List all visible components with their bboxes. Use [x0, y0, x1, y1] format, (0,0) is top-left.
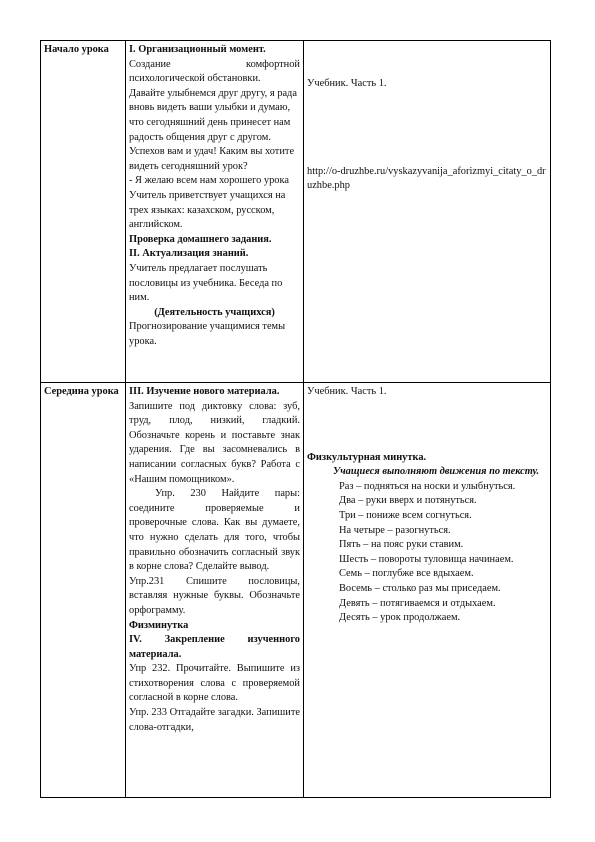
- lesson-plan-table: [40, 40, 551, 798]
- content-paragraph: Давайте улыбнемся друг другу, я рада вновь видеть ваши улыбки и думаю, что сегодняшний день принесет нам радость общения друг с другом. Успехов вам и удач! Каким вы хотите видеть сегодняшний урок?: [129, 87, 297, 172]
- stage-label: Середина урока: [44, 386, 119, 397]
- exercise-line: Два – руки вверх и потянуться.: [339, 495, 477, 507]
- content-paragraph: Упр. 233 Отгадайте загадки. Запишите слова-отгадки,: [129, 707, 300, 733]
- resource-book: Учебник. Часть 1.: [307, 386, 387, 397]
- exercise-list: [307, 480, 547, 626]
- break-intro: Учащиеся выполняют движения по тексту.: [333, 466, 540, 478]
- table-row: [41, 41, 551, 383]
- content-paragraph: Проверка домашнего задания.: [129, 233, 272, 245]
- exercise-line: Девять – потягиваемся и отдыхаем.: [339, 597, 496, 609]
- content-paragraph: I. Организационный момент.: [129, 44, 266, 55]
- exercise-line: Пять – на пояс руки ставим.: [339, 539, 464, 551]
- content-paragraph: Учитель предлагает послушать пословицы из учебника. Беседа по ним.: [129, 262, 283, 304]
- stage-label: Начало урока: [44, 44, 109, 55]
- break-title: Физкультурная минутка.: [307, 451, 427, 463]
- content-paragraph: (Деятельность учащихся): [154, 306, 275, 318]
- resources-cell: [304, 41, 551, 383]
- content-paragraph: Создание комфортной психологической обстановки.: [129, 58, 300, 85]
- table-row: [41, 383, 551, 798]
- content-cell: [126, 383, 304, 798]
- content-paragraph: Запишите под диктовку слова: зуб, труд, плод, низкий, гладкий. Обозначьте корень и поставьте знак ударения. Где вы засомневались в написании согласных букв? Работа с «Нашим помощником».: [129, 400, 300, 485]
- content-paragraph: Упр 232. Прочитайте. Выпишите из стихотворения слова с проверяемой согласной в корне слова.: [129, 663, 300, 704]
- content-paragraph: Учитель приветствует учащихся на трех языках: казахском, русском, английском.: [129, 189, 286, 231]
- content-paragraph: Упр.231 Спишите пословицы, вставляя нужные буквы. Обозначьте орфограмму.: [129, 575, 300, 616]
- content-paragraph: Прогнозирование учащимися темы урока.: [129, 321, 286, 347]
- exercise-line: Десять – урок продолжаем.: [339, 612, 461, 624]
- exercise-line: Шесть – повороты туловища начинаем.: [339, 553, 514, 565]
- exercise-line: На четыре – разогнуться.: [339, 524, 451, 536]
- stage-cell: [41, 41, 126, 383]
- exercise-line: Восемь – столько раз мы приседаем.: [339, 582, 501, 594]
- resource-book: Учебник. Часть 1.: [307, 78, 387, 89]
- resource-link[interactable]: http://o-druzhbe.ru/vyskazyvanija_aforizmyi_citaty_o_druzhbe.php: [307, 165, 546, 192]
- content-paragraph: Физминутка: [129, 619, 189, 631]
- content-paragraph: III. Изучение нового материала.: [129, 386, 280, 397]
- exercise-line: Три – пониже всем согнуться.: [339, 509, 472, 521]
- content-paragraph: Упр. 230 Найдите пары: соедините проверяемые и проверочные слова. Как вы думаете, что нужно сделать для того, чтобы правильно обозначить согласный звук в корне слова? Сделайте вывод.: [129, 488, 300, 573]
- exercise-line: Раз – подняться на носки и улыбнуться.: [339, 480, 516, 492]
- exercise-line: Семь – поглубже все вдыхаем.: [339, 568, 474, 580]
- content-cell: [126, 41, 304, 383]
- content-paragraph: II. Актуализация знаний.: [129, 248, 249, 260]
- stage-cell: [41, 383, 126, 798]
- content-paragraph: IV. Закрепление изученного материала.: [129, 634, 300, 660]
- content-paragraph: - Я желаю всем нам хорошего урока: [129, 175, 289, 187]
- resources-cell: [304, 383, 551, 798]
